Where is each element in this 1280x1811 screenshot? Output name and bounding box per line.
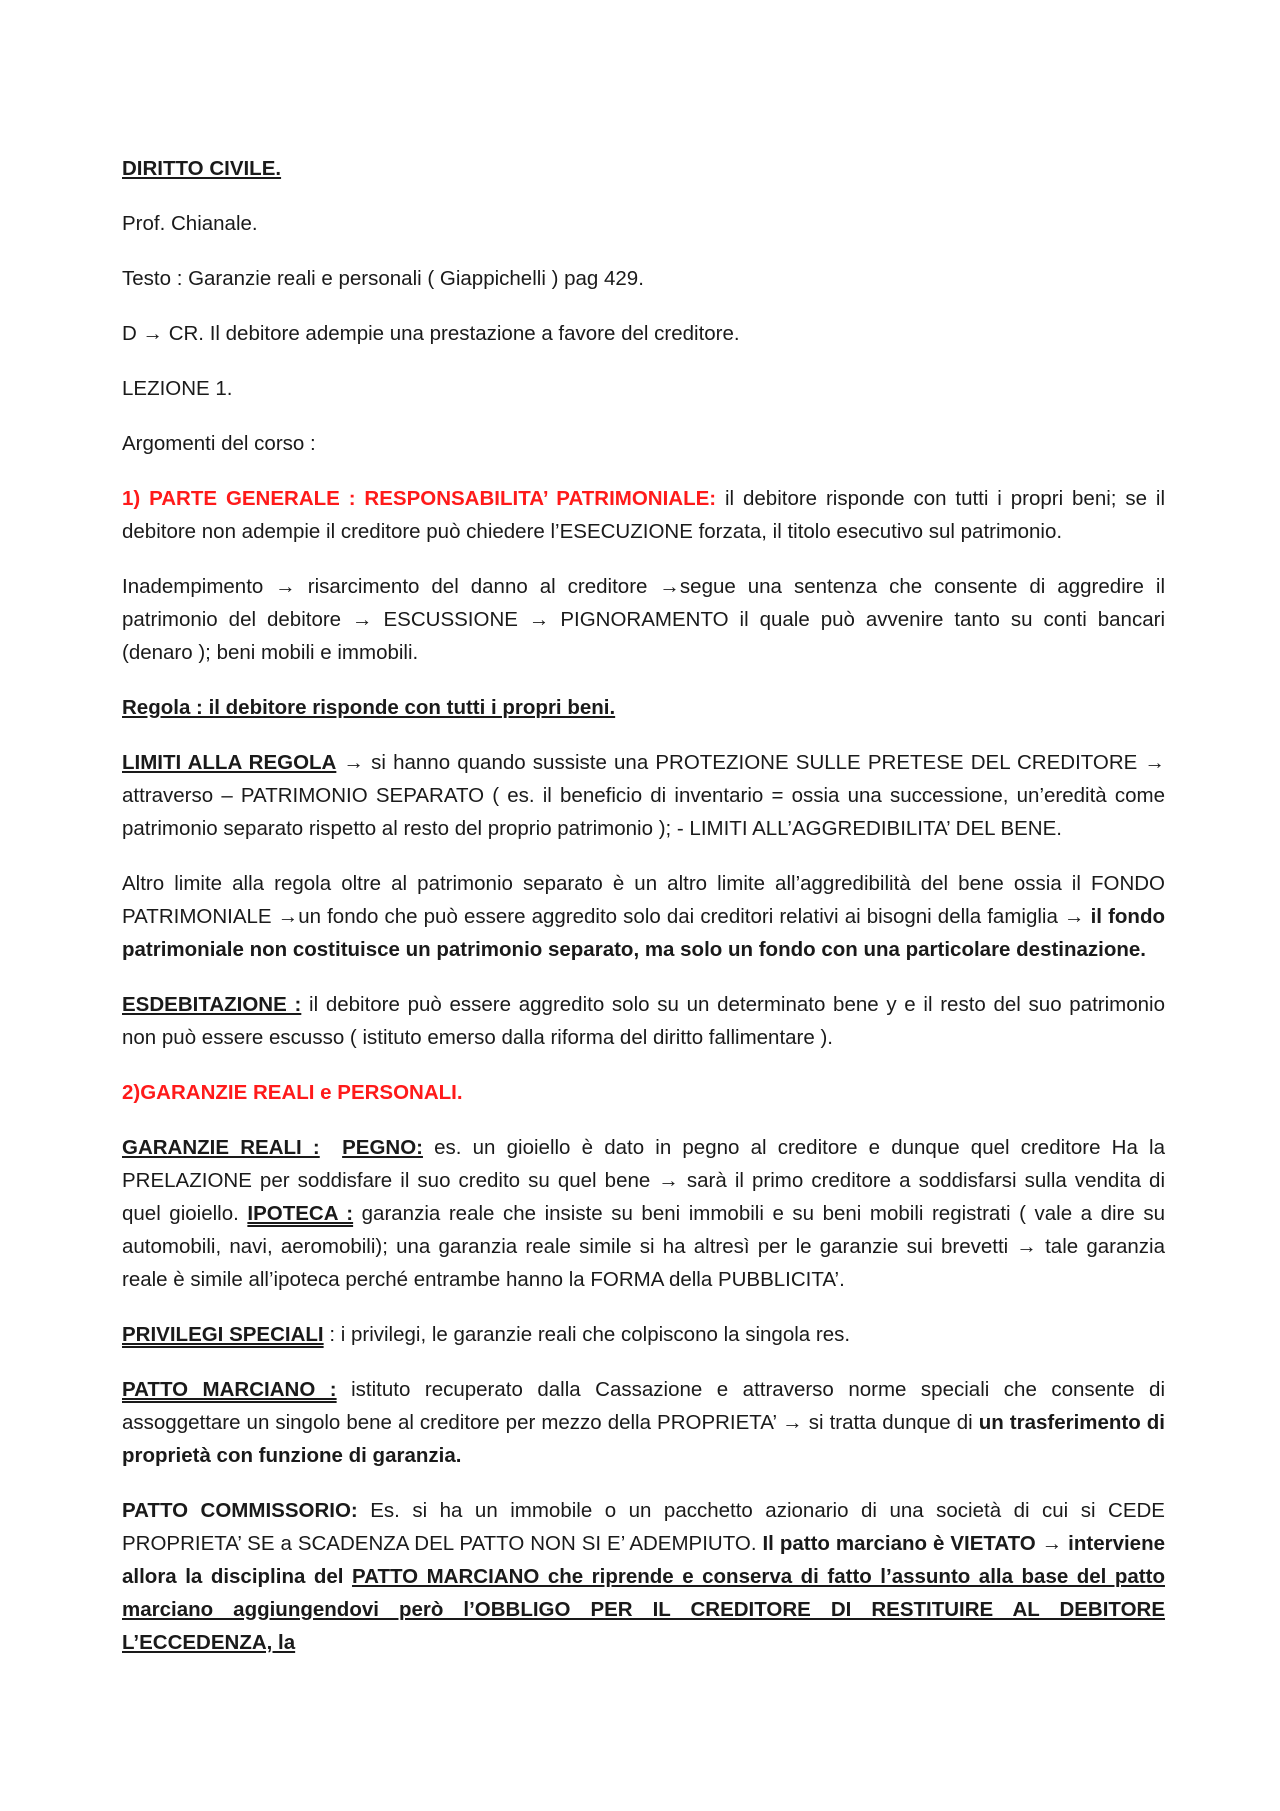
section2-heading: 2)GARANZIE REALI e PERSONALI. xyxy=(122,1081,463,1104)
inadempimento-paragraph: Inadempimento → risarcimento del danno al creditore →segue una sentenza che consente di aggredire il patrimonio del debitore → ESCUSSIONE → PIGNORAMENTO il quale può avvenire tanto su conti bancari (denaro ); beni mobili e immobili. xyxy=(122,575,1165,664)
patto-marciano-paragraph xyxy=(122,1373,1165,1472)
ipoteca-text: garanzia reale che insiste su beni immobili e su beni mobili registrati ( vale a dire su automobili, navi, aeromobili); una garanzia reale simile si ha altresì per le garanzie sui brevetti → tale garanzia reale è simile all’ipoteca perché entrambe hanno la FORMA della PUBBLICITA’. xyxy=(122,1202,1165,1291)
relation-line: D → CR. Il debitore adempie una prestazione a favore del creditore. xyxy=(122,322,740,345)
textbook-line: Testo : Garanzie reali e personali ( Giappichelli ) pag 429. xyxy=(122,267,644,290)
section1-heading: 1) PARTE GENERALE : RESPONSABILITA’ PATRIMONIALE: xyxy=(122,487,717,510)
patto-commissorio-label: PATTO COMMISSORIO: xyxy=(122,1499,358,1522)
limits-label: LIMITI ALLA REGOLA xyxy=(122,751,337,774)
lesson-heading: LEZIONE 1. xyxy=(122,377,233,400)
patto-commissorio-paragraph xyxy=(122,1494,1165,1659)
privilegi-label: PRIVILEGI SPECIALI xyxy=(122,1323,324,1346)
document-body xyxy=(122,152,1165,1681)
limits-paragraph xyxy=(122,746,1165,845)
pegno-text: es. un gioiello è dato in pegno al creditore e dunque quel creditore Ha la PRELAZIONE per soddisfare il suo credito su quel bene → sarà il primo creditore a soddisfarsi sulla vendita di quel gioiello. xyxy=(122,1136,1165,1225)
fondo-paragraph xyxy=(122,867,1165,966)
patto-marciano-label: PATTO MARCIANO : xyxy=(122,1378,337,1401)
patto-marciano-text: istituto recuperato dalla Cassazione e attraverso norme speciali che consente di assoggettare un singolo bene al creditore per mezzo della PROPRIETA’ → si tratta dunque di xyxy=(122,1378,1165,1434)
garanzie-reali-paragraph xyxy=(122,1131,1165,1296)
fondo-bold: il fondo patrimoniale non costituisce un patrimonio separato, ma solo un fondo con una particolare destinazione. xyxy=(122,905,1165,961)
garanzie-reali-label: GARANZIE REALI : xyxy=(122,1136,320,1159)
patto-commissorio-text: Es. si ha un immobile o un pacchetto azionario di una società di cui si CEDE PROPRIETA’ SE a SCADENZA DEL PATTO NON SI E’ ADEMPIUTO. xyxy=(122,1499,1165,1555)
fondo-text: Altro limite alla regola oltre al patrimonio separato è un altro limite all’aggredibilità del bene ossia il FONDO PATRIMONIALE →un fondo che può essere aggredito solo dai creditori relativi ai bisogni della famiglia → xyxy=(122,872,1165,928)
privilegi-paragraph xyxy=(122,1318,1165,1351)
rule-line: Regola : il debitore risponde con tutti i propri beni. xyxy=(122,696,616,719)
privilegi-text: : i privilegi, le garanzie reali che colpiscono la singola res. xyxy=(323,1323,851,1346)
patto-marciano-bold: un trasferimento di proprietà con funzione di garanzia. xyxy=(122,1411,1165,1467)
document-title: DIRITTO CIVILE. xyxy=(122,157,282,180)
esdebitazione-paragraph xyxy=(122,988,1165,1054)
esdebitazione-label: ESDEBITAZIONE : xyxy=(122,993,302,1016)
topics-label: Argomenti del corso : xyxy=(122,432,316,455)
patto-commissorio-bold-underlined: PATTO MARCIANO che riprende e conserva di fatto l’assunto alla base del patto marciano aggiungendovi però l’OBBLIGO PER IL CREDITORE DI RESTITUIRE AL DEBITORE L’ECCEDENZA, la xyxy=(122,1565,1165,1654)
section1-text: il debitore risponde con tutti i propri beni; se il debitore non adempie il creditore può chiedere l’ESECUZIONE forzata, il titolo esecutivo sul patrimonio. xyxy=(122,487,1165,543)
professor-line: Prof. Chianale. xyxy=(122,212,258,235)
ipoteca-label: IPOTECA : xyxy=(247,1202,354,1225)
patto-commissorio-bold: Il patto marciano è VIETATO → interviene allora la disciplina del xyxy=(122,1532,1166,1588)
esdebitazione-text: il debitore può essere aggredito solo su un determinato bene y e il resto del suo patrimonio non può essere escusso ( istituto emerso dalla riforma del diritto fallimentare ). xyxy=(122,993,1166,1049)
section1-paragraph xyxy=(122,482,1165,548)
limits-text: → si hanno quando sussiste una PROTEZIONE SULLE PRETESE DEL CREDITORE → attraverso – PATRIMONIO SEPARATO ( es. il beneficio di inventario = ossia una successione, un’eredità come patrimonio separato rispetto al resto del proprio patrimonio ); - LIMITI ALL’AGGREDIBILITA’ DEL BENE. xyxy=(122,751,1165,840)
pegno-label: PEGNO: xyxy=(342,1136,423,1159)
